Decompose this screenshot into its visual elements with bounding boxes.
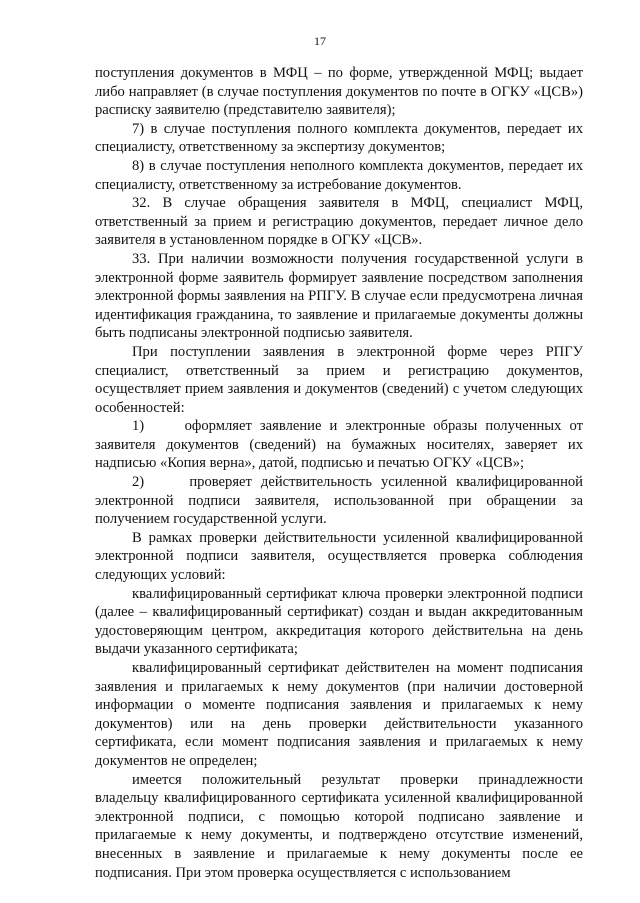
paragraph: 1) оформляет заявление и электронные образы полученных от заявителя документов (сведений) на бумажных носителях, заверяет их надписью «Копия верна», датой, подписью и печатью ОГКУ «ЦСВ»; — [95, 418, 587, 472]
paragraph: При поступлении заявления в электронной форме через РПГУ специалист, ответственный за прием и регистрацию документов, осуществляет прием заявления и документов (сведений) с учетом следующих особенностей: — [95, 343, 583, 416]
paragraph: 7) в случае поступления полного комплекта документов, передает их специалисту, ответственному за экспертизу документов; — [95, 120, 583, 156]
paragraph: 2) проверяет действительность усиленной квалифицированной электронной подписи заявителя, использованной при обращении за получением государственной услуги. — [95, 474, 587, 528]
paragraph: имеется положительный результат проверки принадлежности владельцу квалифицированного сертификата усиленной квалифицированной электронной подписи, с помощью которой подписано заявление и прилагаемые к нему документы, и подтверждено отсутствие изменений, внесенных в заявление и прилагаемые к нему документы после ее подписания. При этом проверка осуществляется с использованием — [95, 771, 583, 881]
document-body — [95, 64, 587, 882]
paragraph: квалифицированный сертификат ключа проверки электронной подписи (далее – квалифицированный сертификат) создан и выдан аккредитованным удостоверяющим центром, аккредитация которого действительна на день выдачи указанного сертификата; — [95, 585, 583, 658]
paragraph: 33. При наличии возможности получения государственной услуги в электронной форме заявитель формирует заявление посредством заполнения электронной формы заявления на РПГУ. В случае если предусмотрена личная идентификация гражданина, то заявление и прилагаемые документы должны быть подписаны электронной подписью заявителя. — [95, 250, 583, 342]
paragraph: В рамках проверки действительности усиленной квалифицированной электронной подписи заявителя, осуществляется проверка соблюдения следующих условий: — [95, 529, 583, 584]
paragraph: 8) в случае поступления неполного комплекта документов, передает их специалисту, ответственному за истребование документов. — [95, 157, 583, 193]
page-number: 17 — [314, 34, 326, 48]
paragraph: квалифицированный сертификат действителен на момент подписания заявления и прилагаемых к нему документов (при наличии достоверной информации о моменте подписания заявления и прилагаемых к нему документов) или на день проверки действительности указанного сертификата, если момент подписания заявления и прилагаемых к нему документов не определен; — [95, 660, 583, 769]
paragraph: поступления документов в МФЦ – по форме, утвержденной МФЦ; выдает либо направляет (в случае поступления документов по почте в ОГКУ «ЦСВ») расписку заявителю (представителю заявителя); — [95, 65, 583, 119]
paragraph: 32. В случае обращения заявителя в МФЦ, специалист МФЦ, ответственный за прием и регистрацию документов, передает личное дело заявителя в установленном порядке в ОГКУ «ЦСВ». — [95, 195, 583, 249]
